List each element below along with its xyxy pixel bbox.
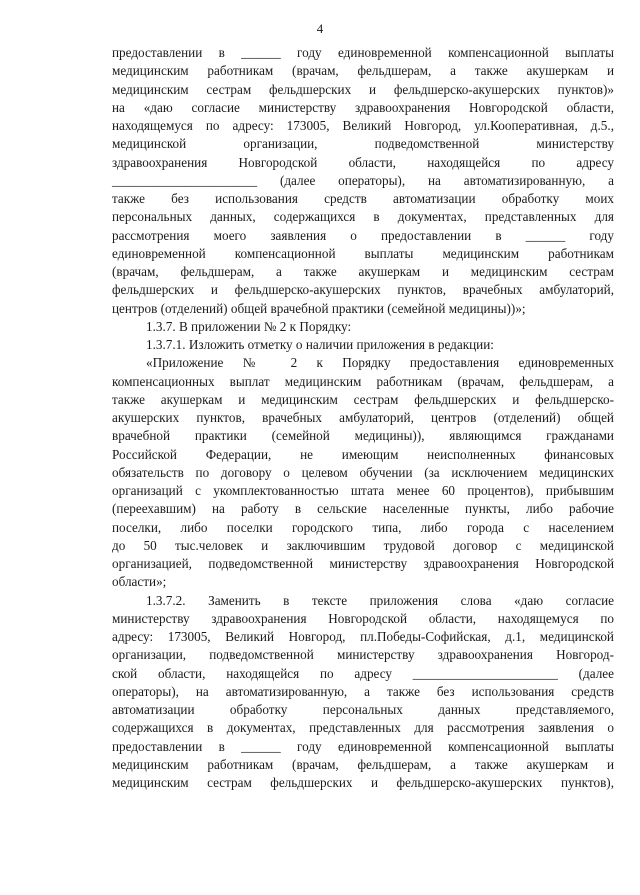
text-line: до 50 тыс.человек и заключившим трудовой договор с медицинской bbox=[112, 537, 614, 553]
text-line: на «даю согласие министерству здравоохранения Новгородской области, bbox=[112, 99, 614, 115]
text-line: здравоохранения Новгородской области, находящейся по адресу bbox=[112, 154, 614, 170]
text-line: обязательств по договору о целевом обучении (за исключением медицинских bbox=[112, 464, 614, 480]
text-line: также без использования средств автоматизации обработку моих bbox=[112, 191, 614, 206]
text-line: медицинским сестрам фельдшерских и фельдшерско-акушерских пунктов), bbox=[112, 775, 614, 790]
text-line: рассмотрения моего заявления о предоставлении в ______ году bbox=[112, 227, 614, 243]
text-line: персональных данных, содержащихся в документах, представленных для bbox=[112, 209, 614, 225]
subsection-heading: 1.3.7.2. Заменить в тексте приложения слова «даю согласие bbox=[146, 592, 614, 608]
text-line: предоставлении в ______ году единовременной компенсационной выплаты bbox=[112, 738, 614, 754]
text-line: предоставлении в ______ году единовременной компенсационной выплаты bbox=[112, 45, 614, 60]
text-line: находящемуся по адресу: 173005, Великий Новгород, ул.Кооперативная, д.5., bbox=[112, 118, 614, 133]
text-line: содержащихся в документах, представленных для рассмотрения заявления о bbox=[112, 720, 614, 736]
text-line: медицинской организации, подведомственной министерству bbox=[112, 136, 614, 152]
text-line: также акушеркам и медицинским сестрам фельдшерских и фельдшерско- bbox=[112, 391, 614, 407]
subsection-heading: 1.3.7.1. Изложить отметку о наличии приложения в редакции: bbox=[146, 337, 494, 352]
text-line: акушерских пунктов, врачебных амбулаторий, центров (отделений) общей bbox=[112, 410, 614, 425]
text-line: (переехавшим) на работу в сельские населенные пункты, либо рабочие bbox=[112, 501, 614, 517]
text-line: врачебной практики (семейной медицины)), являющимся гражданами bbox=[112, 428, 614, 444]
text-line: поселки, либо поселки городского типа, либо города с населением bbox=[112, 519, 614, 535]
text-line: компенсационных выплат медицинским работникам (врачам, фельдшерам, а bbox=[112, 373, 614, 389]
text-line: медицинским сестрам фельдшерских и фельдшерско-акушерских пунктов)» bbox=[112, 81, 614, 97]
page-number: 4 bbox=[316, 21, 324, 36]
text-line: фельдшерских и фельдшерско-акушерских пунктов, врачебных амбулаторий, bbox=[112, 282, 614, 298]
section-heading: 1.3.7. В приложении № 2 к Порядку: bbox=[146, 318, 352, 334]
text-line: области»; bbox=[112, 574, 167, 590]
text-line: Российской Федерации, не имеющим неисполненных финансовых bbox=[112, 446, 614, 462]
text-line: операторы), на автоматизированную, а также без использования средств bbox=[112, 683, 614, 699]
text-line: медицинским работникам (врачам, фельдшерам, а также акушеркам и bbox=[112, 756, 614, 772]
text-line: организаций с укомплектованностью штата менее 60 процентов), прибывшим bbox=[112, 483, 614, 498]
text-line: адресу: 173005, Великий Новгород, пл.Победы-Софийская, д.1, медицинской bbox=[112, 629, 614, 644]
text-line: (врачам, фельдшерам, а также акушеркам и медицинским сестрам bbox=[112, 264, 614, 279]
text-line: «Приложение № 2 к Порядку предоставления единовременных bbox=[146, 355, 614, 371]
text-line: медицинским работникам (врачам, фельдшерам, а также акушеркам и bbox=[112, 63, 614, 79]
text-line: министерству здравоохранения Новгородской области, находящемуся по bbox=[112, 610, 614, 626]
text-line: ______________________ (далее операторы), на автоматизированную, а bbox=[112, 172, 614, 188]
text-line: организацией, подведомственной министерству здравоохранения Новгородской bbox=[112, 556, 614, 571]
document-body bbox=[112, 44, 614, 792]
text-line: центров (отделений) общей врачебной практики (семейной медицины))»; bbox=[112, 300, 526, 316]
text-line: организации, подведомственной министерству здравоохранения Новгород- bbox=[112, 647, 614, 663]
text-line: единовременной компенсационной выплаты медицинским работникам bbox=[112, 245, 614, 261]
text-line: ской области, находящейся по адресу ______________________ (далее bbox=[112, 665, 614, 681]
text-line: автоматизации обработку персональных данных представляемого, bbox=[112, 702, 614, 717]
